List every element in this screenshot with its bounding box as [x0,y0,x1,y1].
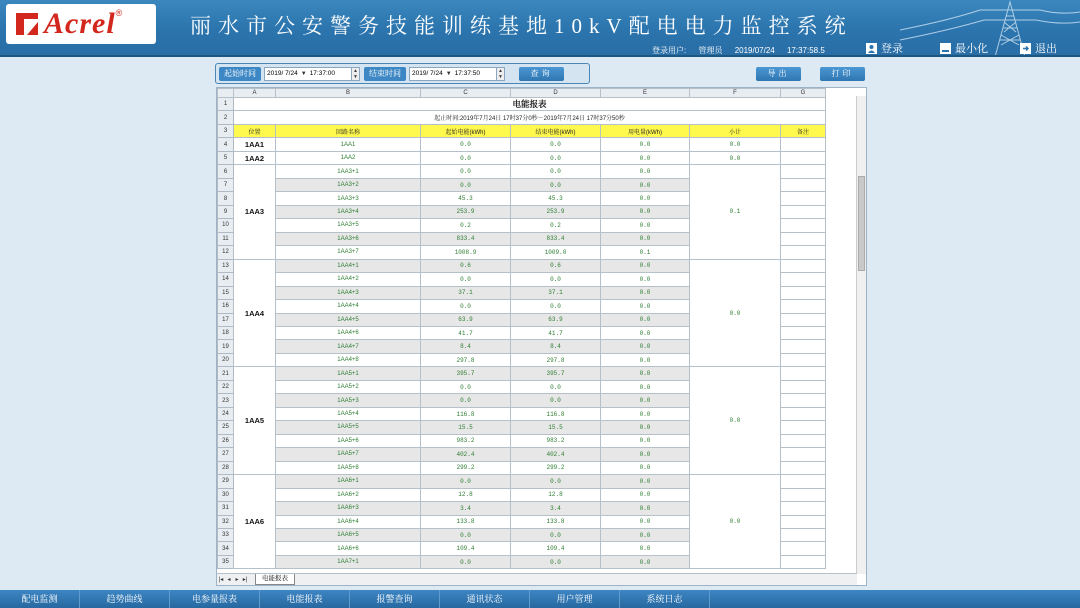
row-number: 3 [218,124,234,137]
consumption-cell[interactable]: 0.0 [601,407,690,420]
start-energy-cell[interactable]: 15.5 [421,421,511,434]
row-number: 30 [218,488,234,501]
end-time-value: 17:37:50 [454,70,480,77]
remark-cell[interactable] [781,407,826,420]
end-energy-cell[interactable]: 109.4 [511,542,601,555]
start-energy-cell[interactable]: 41.7 [421,326,511,339]
consumption-cell[interactable]: 0.0 [601,232,690,245]
table-row [218,151,826,164]
circuit-name-cell[interactable]: 1AA2 [276,151,421,164]
subtotal-cell[interactable]: 0.1 [690,165,781,259]
consumption-cell[interactable]: 0.0 [601,555,690,568]
row-number: 12 [218,246,234,259]
row-number: 24 [218,407,234,420]
consumption-cell[interactable]: 0.0 [601,434,690,447]
start-energy-cell[interactable]: 0.0 [421,394,511,407]
row-number: 7 [218,178,234,191]
column-header-row [218,89,826,98]
user-label: 登录用户: [652,46,687,55]
start-time-label: 起始时间 [219,67,261,81]
circuit-name-cell[interactable]: 1AA5+6 [276,434,421,447]
end-energy-cell[interactable]: 0.0 [511,178,601,191]
end-energy-cell[interactable]: 116.8 [511,407,601,420]
remark-cell[interactable] [781,394,826,407]
end-energy-cell[interactable]: 0.0 [511,394,601,407]
start-time-value: 17:37:00 [309,70,335,77]
end-energy-cell[interactable]: 0.0 [511,380,601,393]
start-energy-cell[interactable]: 0.0 [421,380,511,393]
column-letter[interactable]: D [511,89,601,98]
circuit-name-cell[interactable]: 1AA4+4 [276,300,421,313]
table-row [218,165,826,178]
circuit-name-cell[interactable]: 1AA3+4 [276,205,421,218]
remark-cell[interactable] [781,246,826,259]
end-energy-cell[interactable]: 1009.0 [511,246,601,259]
row-number: 28 [218,461,234,474]
end-energy-cell[interactable]: 37.1 [511,286,601,299]
remark-cell[interactable] [781,326,826,339]
consumption-cell[interactable]: 0.0 [601,353,690,366]
consumption-cell[interactable]: 0.0 [601,461,690,474]
column-letter[interactable]: F [690,89,781,98]
consumption-cell[interactable]: 0.1 [601,246,690,259]
row-number: 14 [218,273,234,286]
end-energy-cell[interactable]: 63.9 [511,313,601,326]
row-number: 23 [218,394,234,407]
remark-cell[interactable] [781,205,826,218]
consumption-cell[interactable]: 0.0 [601,138,690,151]
remark-cell[interactable] [781,529,826,542]
bottom-nav [0,590,1080,608]
row-number: 26 [218,434,234,447]
circuit-name-cell[interactable]: 1AA4+7 [276,340,421,353]
minimize-icon [940,43,951,54]
start-energy-cell[interactable]: 45.3 [421,192,511,205]
remark-cell[interactable] [781,273,826,286]
end-energy-cell[interactable]: 0.0 [511,475,601,488]
start-energy-cell[interactable]: 0.2 [421,219,511,232]
report-subtitle[interactable]: 起止时间:2019年7月24日 17时37分0秒－2019年7月24日 17时37分50秒 [234,111,826,124]
remark-cell[interactable] [781,313,826,326]
corner-cell[interactable] [218,89,234,98]
start-energy-cell[interactable]: 299.2 [421,461,511,474]
end-energy-cell[interactable]: 402.4 [511,448,601,461]
exit-label: 退出 [1035,43,1057,55]
user-icon [866,43,877,54]
column-letter[interactable]: G [781,89,826,98]
start-energy-cell[interactable]: 297.8 [421,353,511,366]
circuit-name-cell[interactable]: 1AA5+8 [276,461,421,474]
end-energy-cell[interactable]: 395.7 [511,367,601,380]
row-number: 20 [218,353,234,366]
remark-cell[interactable] [781,488,826,501]
column-header[interactable]: 起始电能(kWh) [421,124,511,137]
subtotal-cell[interactable]: 0.0 [690,367,781,475]
start-energy-cell[interactable]: 0.0 [421,555,511,568]
circuit-name-cell[interactable]: 1AA6+1 [276,475,421,488]
start-energy-cell[interactable]: 402.4 [421,448,511,461]
remark-cell[interactable] [781,380,826,393]
row-number: 4 [218,138,234,151]
row-number: 13 [218,259,234,272]
remark-cell[interactable] [781,286,826,299]
row-number: 8 [218,192,234,205]
consumption-cell[interactable]: 0.0 [601,313,690,326]
start-energy-cell[interactable]: 395.7 [421,367,511,380]
row-number: 31 [218,502,234,515]
nav-power-monitoring[interactable]: 配电监测 [0,590,80,608]
start-energy-cell[interactable]: 116.8 [421,407,511,420]
end-energy-cell[interactable]: 0.2 [511,219,601,232]
start-energy-cell[interactable]: 8.4 [421,340,511,353]
column-letter[interactable]: A [234,89,276,98]
circuit-name-cell[interactable]: 1AA4+3 [276,286,421,299]
table-header-row [218,124,826,137]
start-energy-cell[interactable]: 983.2 [421,434,511,447]
report-spreadsheet[interactable] [216,87,867,586]
circuit-name-cell[interactable]: 1AA1 [276,138,421,151]
table-row [218,98,826,111]
start-energy-cell[interactable]: 0.0 [421,300,511,313]
query-toolbar [215,63,590,84]
next-sheet-icon[interactable]: ▸ [235,577,239,583]
column-letter[interactable]: B [276,89,421,98]
row-number: 9 [218,205,234,218]
end-energy-cell[interactable]: 0.0 [511,165,601,178]
position-cell[interactable]: 1AA3 [234,165,276,259]
circuit-name-cell[interactable]: 1AA5+3 [276,394,421,407]
remark-cell[interactable] [781,259,826,272]
consumption-cell[interactable]: 0.0 [601,219,690,232]
remark-cell[interactable] [781,232,826,245]
end-energy-cell[interactable]: 12.8 [511,488,601,501]
sheet-tab-energy-report[interactable]: 电能报表 [255,574,295,585]
minimize-label: 最小化 [955,43,988,55]
consumption-cell[interactable]: 0.0 [601,326,690,339]
system-title: 丽水市公安警务技能训练基地10kV配电电力监控系统 [190,14,853,38]
row-number: 19 [218,340,234,353]
consumption-cell[interactable]: 0.0 [601,475,690,488]
spinner-icon[interactable]: ▲ ▼ [496,68,504,80]
current-time: 17:37:58.5 [786,46,825,55]
row-number: 11 [218,232,234,245]
nav-parameter-report[interactable]: 电参量报表 [170,590,260,608]
row-number: 6 [218,165,234,178]
row-number: 2 [218,111,234,124]
consumption-cell[interactable]: 0.0 [601,286,690,299]
row-number: 18 [218,326,234,339]
end-energy-cell[interactable]: 0.0 [511,555,601,568]
circuit-name-cell[interactable]: 1AA3+1 [276,165,421,178]
end-energy-cell[interactable]: 0.0 [511,273,601,286]
circuit-name-cell[interactable]: 1AA6+4 [276,515,421,528]
start-energy-cell[interactable]: 133.8 [421,515,511,528]
export-button[interactable]: 导出 [756,67,801,81]
row-number: 5 [218,151,234,164]
user-info [652,45,835,56]
login-label: 登录 [881,43,903,55]
consumption-cell[interactable]: 0.0 [601,488,690,501]
start-energy-cell[interactable]: 833.4 [421,232,511,245]
acrel-logo-icon [14,11,40,37]
sheet-tab-bar [217,573,857,585]
start-energy-cell[interactable]: 0.0 [421,273,511,286]
end-energy-cell[interactable]: 0.6 [511,259,601,272]
column-letter[interactable]: C [421,89,511,98]
end-energy-cell[interactable]: 0.0 [511,300,601,313]
logo-text: Acrel [44,7,116,40]
end-energy-cell[interactable]: 983.2 [511,434,601,447]
column-header[interactable]: 小计 [690,124,781,137]
column-header[interactable]: 备注 [781,124,826,137]
column-header[interactable]: 位置 [234,124,276,137]
start-energy-cell[interactable]: 12.8 [421,488,511,501]
nav-user-management[interactable]: 用户管理 [530,590,620,608]
remark-cell[interactable] [781,542,826,555]
consumption-cell[interactable]: 0.0 [601,273,690,286]
start-energy-cell[interactable]: 0.6 [421,259,511,272]
consumption-cell[interactable]: 0.0 [601,259,690,272]
table-row [218,259,826,272]
spreadsheet-grid [217,88,857,569]
end-energy-cell[interactable]: 41.7 [511,326,601,339]
end-time-label: 结束时间 [364,67,406,81]
circuit-name-cell[interactable]: 1AA3+2 [276,178,421,191]
start-energy-cell[interactable]: 0.0 [421,475,511,488]
start-energy-cell[interactable]: 253.9 [421,205,511,218]
circuit-name-cell[interactable]: 1AA5+7 [276,448,421,461]
circuit-name-cell[interactable]: 1AA3+6 [276,232,421,245]
position-cell[interactable]: 1AA6 [234,475,276,569]
start-energy-cell[interactable]: 3.4 [421,502,511,515]
circuit-name-cell[interactable]: 1AA4+8 [276,353,421,366]
position-cell[interactable]: 1AA5 [234,367,276,475]
consumption-cell[interactable]: 0.0 [601,165,690,178]
circuit-name-cell[interactable]: 1AA5+5 [276,421,421,434]
remark-cell[interactable] [781,555,826,568]
nav-trend-curves[interactable]: 趋势曲线 [80,590,170,608]
start-energy-cell[interactable]: 0.0 [421,151,511,164]
consumption-cell[interactable]: 0.0 [601,502,690,515]
end-energy-cell[interactable]: 833.4 [511,232,601,245]
subtotal-cell[interactable]: 0.0 [690,475,781,569]
login-button[interactable] [866,40,903,56]
row-number: 15 [218,286,234,299]
circuit-name-cell[interactable]: 1AA4+1 [276,259,421,272]
circuit-name-cell[interactable]: 1AA6+3 [276,502,421,515]
start-time-picker[interactable] [264,67,360,81]
consumption-cell[interactable]: 0.0 [601,192,690,205]
column-header[interactable]: 回路名称 [276,124,421,137]
table-row [218,367,826,380]
query-button[interactable]: 查询 [519,67,564,81]
end-time-picker[interactable] [409,67,505,81]
remark-cell[interactable] [781,461,826,474]
circuit-name-cell[interactable]: 1AA3+7 [276,246,421,259]
table-row [218,111,826,124]
consumption-cell[interactable]: 0.0 [601,151,690,164]
row-number: 10 [218,219,234,232]
energy-report-table [217,88,826,569]
end-energy-cell[interactable]: 299.2 [511,461,601,474]
start-date-value: 2019/ 7/24 [267,70,298,77]
row-number: 21 [218,367,234,380]
consumption-cell[interactable]: 0.0 [601,178,690,191]
remark-cell[interactable] [781,475,826,488]
remark-cell[interactable] [781,219,826,232]
row-number: 25 [218,421,234,434]
subtotal-cell[interactable]: 0.0 [690,138,781,151]
exit-icon [1020,43,1031,54]
row-number: 29 [218,475,234,488]
start-energy-cell[interactable]: 63.9 [421,313,511,326]
subtotal-cell[interactable]: 0.0 [690,151,781,164]
circuit-name-cell[interactable]: 1AA5+2 [276,380,421,393]
circuit-name-cell[interactable]: 1AA5+1 [276,367,421,380]
exit-button[interactable] [1020,40,1057,56]
vertical-scrollbar[interactable] [856,96,866,574]
remark-cell[interactable] [781,448,826,461]
remark-cell[interactable] [781,138,826,151]
consumption-cell[interactable]: 0.0 [601,340,690,353]
dropdown-arrow-icon[interactable]: ▼ [300,70,307,77]
remark-cell[interactable] [781,151,826,164]
nav-system-log[interactable]: 系统日志 [620,590,710,608]
circuit-name-cell[interactable]: 1AA6+6 [276,542,421,555]
circuit-name-cell[interactable]: 1AA6+2 [276,488,421,501]
circuit-name-cell[interactable]: 1AA4+2 [276,273,421,286]
remark-cell[interactable] [781,165,826,178]
remark-cell[interactable] [781,515,826,528]
row-number: 33 [218,529,234,542]
consumption-cell[interactable]: 0.0 [601,380,690,393]
circuit-name-cell[interactable]: 1AA4+5 [276,313,421,326]
position-cell[interactable]: 1AA2 [234,151,276,164]
circuit-name-cell[interactable]: 1AA3+3 [276,192,421,205]
consumption-cell[interactable]: 0.0 [601,205,690,218]
minimize-button[interactable] [940,40,988,56]
row-number: 32 [218,515,234,528]
start-energy-cell[interactable]: 0.0 [421,138,511,151]
column-letter[interactable]: E [601,89,690,98]
remark-cell[interactable] [781,367,826,380]
remark-cell[interactable] [781,434,826,447]
scrollbar-thumb[interactable] [858,176,865,271]
start-energy-cell[interactable]: 0.0 [421,178,511,191]
consumption-cell[interactable]: 0.0 [601,394,690,407]
consumption-cell[interactable]: 0.0 [601,367,690,380]
end-energy-cell[interactable]: 8.4 [511,340,601,353]
report-title[interactable]: 电能报表 [234,98,826,111]
column-header[interactable]: 结束电能(kWh) [511,124,601,137]
consumption-cell[interactable]: 0.0 [601,448,690,461]
end-date-value: 2019/ 7/24 [412,70,443,77]
logo-registered-mark: ® [115,8,123,18]
end-energy-cell[interactable]: 133.8 [511,515,601,528]
nav-comm-status[interactable]: 通讯状态 [440,590,530,608]
row-number: 16 [218,300,234,313]
first-sheet-icon[interactable]: |◂ [218,577,224,583]
circuit-name-cell[interactable]: 1AA5+4 [276,407,421,420]
position-cell[interactable]: 1AA1 [234,138,276,151]
remark-cell[interactable] [781,502,826,515]
remark-cell[interactable] [781,421,826,434]
row-number: 35 [218,555,234,568]
circuit-name-cell[interactable]: 1AA7+1 [276,555,421,568]
start-energy-cell[interactable]: 1008.9 [421,246,511,259]
acrel-logo [6,4,156,44]
table-row [218,475,826,488]
nav-energy-report[interactable]: 电能报表 [260,590,350,608]
start-energy-cell[interactable]: 0.0 [421,165,511,178]
current-date: 2019/07/24 [734,46,775,55]
consumption-cell[interactable]: 0.0 [601,529,690,542]
subtotal-cell[interactable]: 0.0 [690,259,781,367]
start-energy-cell[interactable]: 0.0 [421,529,511,542]
end-energy-cell[interactable]: 0.0 [511,529,601,542]
end-energy-cell[interactable]: 253.9 [511,205,601,218]
consumption-cell[interactable]: 0.0 [601,300,690,313]
consumption-cell[interactable]: 0.0 [601,421,690,434]
remark-cell[interactable] [781,353,826,366]
row-number: 17 [218,313,234,326]
end-energy-cell[interactable]: 297.8 [511,353,601,366]
end-energy-cell[interactable]: 45.3 [511,192,601,205]
remark-cell[interactable] [781,178,826,191]
end-energy-cell[interactable]: 0.0 [511,138,601,151]
header-bar [0,0,1080,57]
remark-cell[interactable] [781,192,826,205]
circuit-name-cell[interactable]: 1AA6+5 [276,529,421,542]
consumption-cell[interactable]: 0.0 [601,515,690,528]
start-energy-cell[interactable]: 37.1 [421,286,511,299]
prev-sheet-icon[interactable]: ◂ [227,577,231,583]
column-header[interactable]: 用电量(kWh) [601,124,690,137]
end-energy-cell[interactable]: 0.0 [511,151,601,164]
circuit-name-cell[interactable]: 1AA4+6 [276,326,421,339]
remark-cell[interactable] [781,340,826,353]
end-energy-cell[interactable]: 15.5 [511,421,601,434]
nav-alarm-query[interactable]: 报警查询 [350,590,440,608]
row-number: 1 [218,98,234,111]
remark-cell[interactable] [781,300,826,313]
print-button[interactable]: 打印 [820,67,865,81]
spinner-icon[interactable]: ▲ ▼ [351,68,359,80]
end-energy-cell[interactable]: 3.4 [511,502,601,515]
last-sheet-icon[interactable]: ▸| [242,577,248,583]
circuit-name-cell[interactable]: 1AA3+5 [276,219,421,232]
position-cell[interactable]: 1AA4 [234,259,276,367]
row-number: 22 [218,380,234,393]
user-name: 管理员 [698,46,723,55]
consumption-cell[interactable]: 0.0 [601,542,690,555]
row-number: 27 [218,448,234,461]
start-energy-cell[interactable]: 109.4 [421,542,511,555]
table-row [218,138,826,151]
dropdown-arrow-icon[interactable]: ▼ [445,70,452,77]
row-number: 34 [218,542,234,555]
